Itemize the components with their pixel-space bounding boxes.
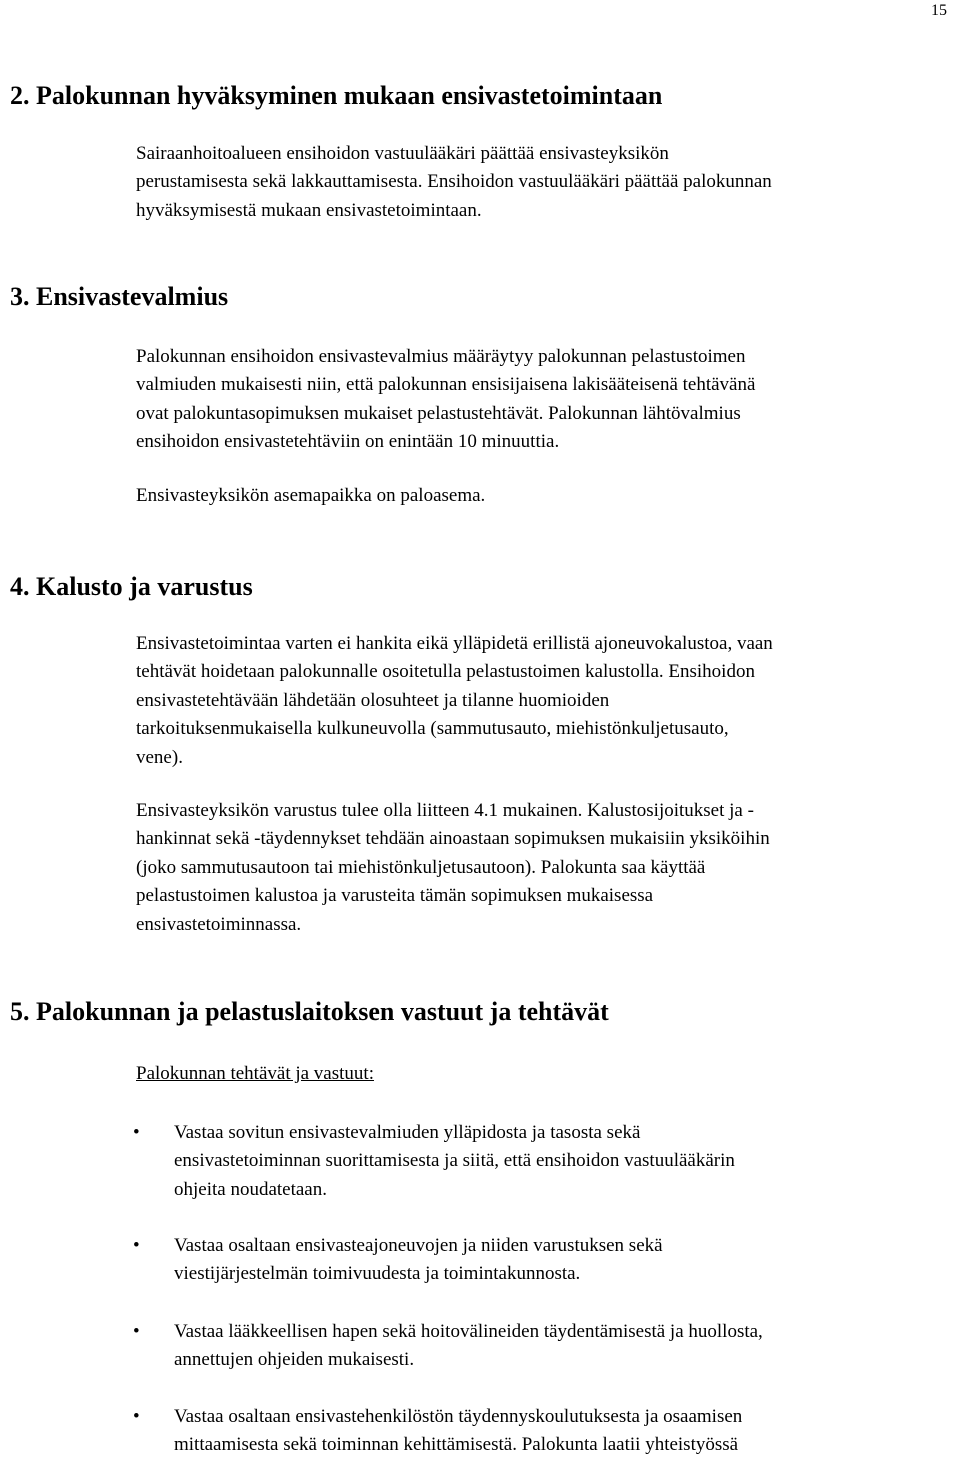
text-line: Sairaanhoitoalueen ensihoidon vastuulääkäri päättää ensivasteyksikön [136,143,669,164]
section-2-heading: 2. Palokunnan hyväksyminen mukaan ensivastetoimintaan [10,81,663,110]
text-line: Vastaa sovitun ensivastevalmiuden ylläpidosta ja tasosta sekä [174,1122,641,1143]
bullet-item [174,1318,954,1375]
text-line: Vastaa lääkkeellisen hapen sekä hoitovälineiden täydentämisestä ja huollosta, [174,1321,763,1342]
text-line: ensivastetehtävään lähdetään olosuhteet ja tilanne huomioiden [136,689,610,711]
text-line: valmiuden mukaisesti niin, että palokunnan ensisijaisena lakisääteisenä tehtävänä [136,374,756,396]
text-line: mittaamisesta sekä toiminnan kehittämisestä. Palokunta laatii yhteistyössä [174,1434,739,1456]
text-line: annettujen ohjeiden mukaisesti. [174,1349,415,1371]
text-line: perustamisesta sekä lakkauttamisesta. Ensihoidon vastuulääkäri päättää palokunnan [136,171,772,193]
section-3-heading: 3. Ensivastevalmius [10,282,229,311]
text-line: Ensivastetoimintaa varten ei hankita eikä ylläpidetä erillistä ajoneuvokalustoa, vaan [136,633,773,654]
bullet-icon: • [133,1235,140,1256]
bullet-item [174,1119,954,1204]
text-line: hankinnat sekä -täydennykset tehdään ainoastaan sopimuksen mukaisiin yksiköihin [136,828,770,850]
text-line: ovat palokuntasopimuksen mukaiset pelastustehtävät. Palokunnan lähtövalmius [136,402,741,424]
text-line: hyväksymisestä mukaan ensivastetoimintaan. [136,199,482,221]
section-5-heading: 5. Palokunnan ja pelastuslaitoksen vastuut ja tehtävät [10,997,609,1026]
bullet-icon: • [133,1122,140,1143]
text-line: tarkoituksenmukaisella kulkuneuvolla (sammutusauto, miehistönkuljetusauto, [136,718,729,740]
text-line: Vastaa osaltaan ensivasteajoneuvojen ja niiden varustuksen sekä [174,1235,663,1256]
text-line: pelastustoimen kalustoa ja varusteita tämän sopimuksen mukaisessa [136,885,654,907]
section-4-paragraph-2 [136,797,946,939]
page-number: 15 [931,2,947,19]
text-line: ensivastetoiminnan suorittamisesta ja siitä, että ensihoidon vastuulääkärin [174,1150,735,1172]
text-line: tehtävät hoidetaan palokunnalle osoitetulla pelastustoimen kalustolla. Ensihoidon [136,661,755,683]
text-line: Ensivasteyksikön varustus tulee olla liitteen 4.1 mukainen. Kalustosijoitukset ja - [136,800,754,821]
text-line: ensivastetoiminnassa. [136,913,302,935]
text-line: viestijärjestelmän toimivuudesta ja toimintakunnosta. [174,1263,581,1285]
section-5-subheading: Palokunnan tehtävät ja vastuut: [136,1063,374,1084]
bullet-icon: • [133,1406,140,1427]
section-2-paragraph [136,140,946,225]
bullet-item [174,1403,954,1460]
text-line: vene). [136,746,183,768]
bullet-item [174,1232,954,1289]
text-line: ohjeita noudatetaan. [174,1178,327,1200]
section-3-paragraph-2 [136,482,946,510]
text-line: Palokunnan ensihoidon ensivastevalmius määräytyy palokunnan pelastustoimen [136,346,746,367]
section-4-paragraph [136,630,946,772]
text-line: Ensivasteyksikön asemapaikka on paloasema. [136,485,486,506]
section-4-heading: 4. Kalusto ja varustus [10,572,253,601]
section-3-paragraph [136,343,946,457]
text-line: Vastaa osaltaan ensivastehenkilöstön täydennyskoulutuksesta ja osaamisen [174,1406,743,1427]
text-line: ensihoidon ensivastetehtäviin on enintään 10 minuuttia. [136,431,560,453]
bullet-icon: • [133,1321,140,1342]
text-line: (joko sammutusautoon tai miehistönkuljetusautoon). Palokunta saa käyttää [136,856,706,878]
